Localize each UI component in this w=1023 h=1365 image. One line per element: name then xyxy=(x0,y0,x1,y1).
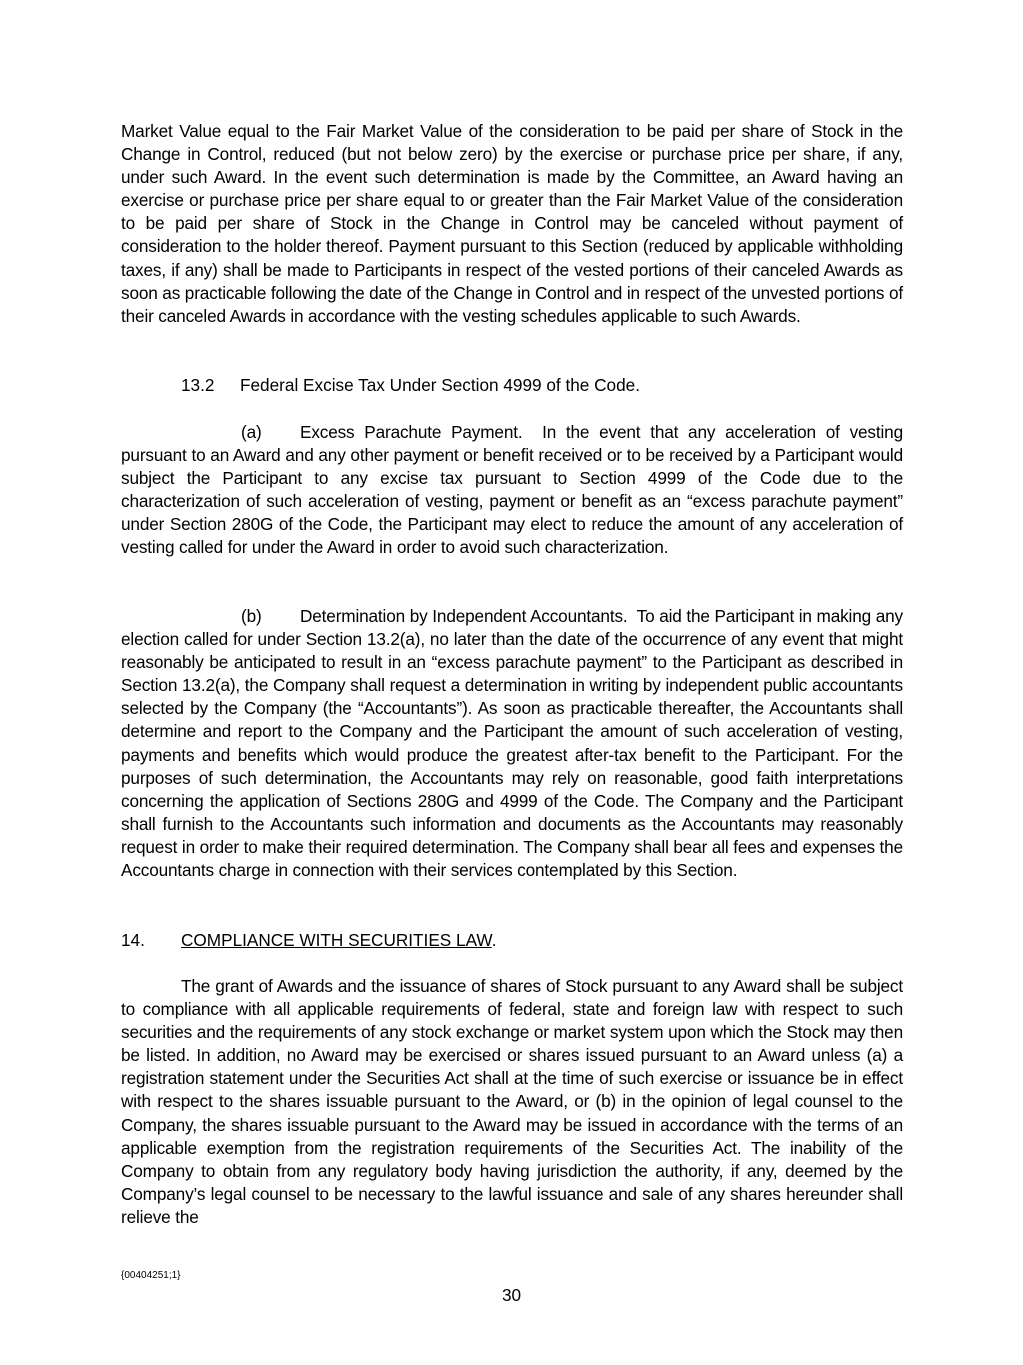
section-14-number: 14. xyxy=(121,930,145,950)
page-number: 30 xyxy=(501,1285,522,1305)
subsection-a-body: In the event that any acceleration of vesting pursuant to an Award and any other payment or benefit received or to be received by a Participant would subject the Participant to any excise tax pursuant to Section 4999 of the Code due to the characterization of such acceleration of vesting, payment or benefit as an “excess parachute payment” under Section 280G of the Code, the Participant may elect to reduce the amount of any acceleration of vesting called for under the Award in order to avoid such characterization. xyxy=(121,422,903,558)
section-14-heading xyxy=(121,929,496,952)
section-13-2-heading xyxy=(181,374,640,397)
subsection-a-title: Excess Parachute Payment. xyxy=(300,422,523,442)
continuation-paragraph: Market Value equal to the Fair Market Value of the consideration to be paid per share of Stock in the Change in Control, reduced (but not below zero) by the exercise or purchase price per share, if any, under such Award. In the event such determination is made by the Committee, an Award having an exercise or purchase price per share equal to or greater than the Fair Market Value of the consideration to be paid per share of Stock in the Change in Control may be canceled without payment of consideration to the holder thereof. Payment pursuant to this Section (reduced by applicable withholding taxes, if any) shall be made to Participants in respect of the vested portions of their canceled Awards as soon as practicable following the date of the Change in Control and in respect of the unvested portions of their canceled Awards in accordance with the vesting schedules applicable to such Awards. xyxy=(121,121,903,326)
subsection-b-label: (b) xyxy=(241,606,262,626)
subsection-b-title: Determination by Independent Accountants. xyxy=(300,606,628,626)
section-14-paragraph: The grant of Awards and the issuance of shares of Stock pursuant to any Award shall be subject to compliance with all applicable requirements of federal, state and foreign law with respect to such securities and the requirements of any stock exchange or market system upon which the Stock may then be listed. In addition, no Award may be exercised or shares issued pursuant to an Award unless (a) a registration statement under the Securities Act shall at the time of such exercise or issuance be in effect with respect to the shares issuable pursuant to the Award, or (b) in the opinion of legal counsel to the Company, the shares issuable pursuant to the Award may be issued in accordance with the terms of an applicable exemption from the registration requirements of the Securities Act. The inability of the Company to obtain from any regulatory body having jurisdiction the authority, if any, deemed by the Company’s legal counsel to be necessary to the lawful issuance and sale of any shares hereunder shall relieve the xyxy=(121,976,903,1227)
subsection-b-paragraph xyxy=(121,605,903,882)
section-13-2-title: Federal Excise Tax Under Section 4999 of the Code. xyxy=(240,375,641,395)
document-code: {00404251;1} xyxy=(121,1270,181,1281)
subsection-a-paragraph xyxy=(121,421,903,560)
subsection-a-label: (a) xyxy=(241,422,262,442)
section-13-2-number: 13.2 xyxy=(181,375,215,395)
section-14-title-suffix: . xyxy=(491,930,497,950)
subsection-b-body: To aid the Participant in making any election called for under Section 13.2(a), no later than the date of the occurrence of any event that might reasonably be anticipated to result in an “excess parachute payment” to the Participant as described in Section 13.2(a), the Company shall request a determination in writing by independent public accountants selected by the Company (the “Accountants”). As soon as practicable thereafter, the Accountants shall determine and report to the Company and the Participant the amount of such acceleration of vesting, payments and benefits which would produce the greatest after-tax benefit to the Participant. For the purposes of such determination, the Accountants may rely on reasonable, good faith interpretations concerning the application of Sections 280G and 4999 of the Code. The Company and the Participant shall furnish to the Accountants such information and documents as the Accountants may reasonably request in order to make their required determination. The Company shall bear all fees and expenses the Accountants charge in connection with their services contemplated by this Section. xyxy=(121,606,903,881)
section-14-title: COMPLIANCE WITH SECURITIES LAW xyxy=(181,930,492,950)
